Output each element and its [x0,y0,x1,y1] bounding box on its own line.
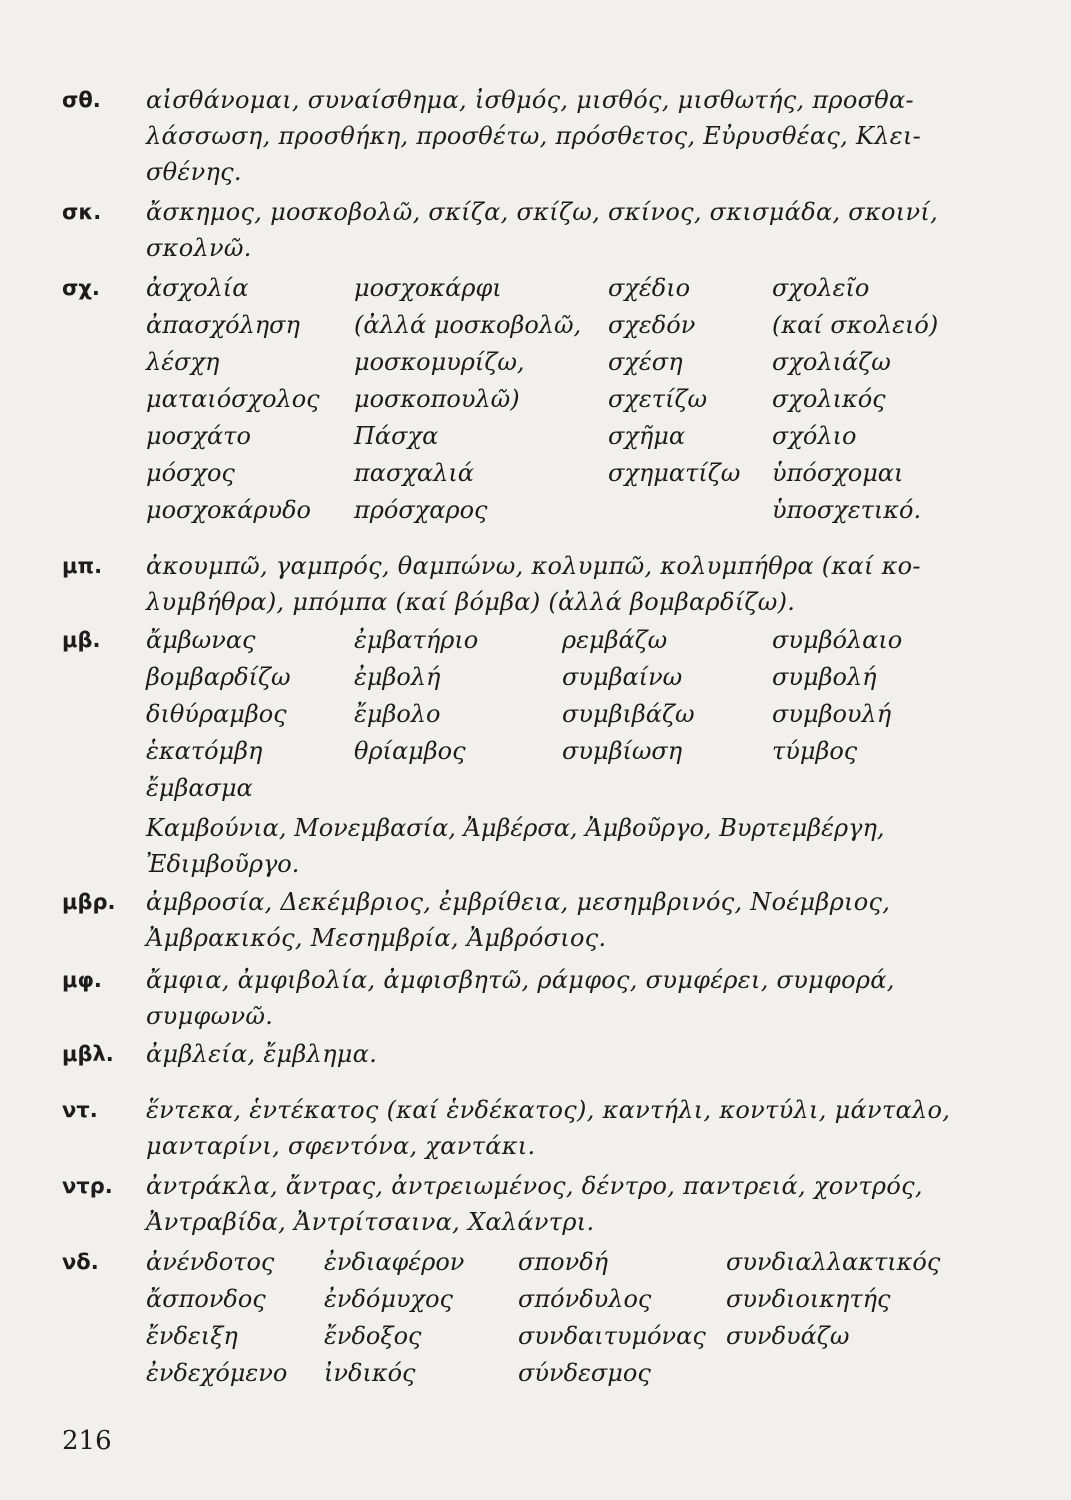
entry-key: σχ. [62,276,100,300]
entry-key: μβρ. [62,890,116,914]
entry-text [146,194,939,266]
text-line: Καμβούνια, Μονεμβασία, Ἀμβέρσα, Ἀμβοῦργο, Βυρτεμβέργη, [146,814,885,842]
word: βομβαρδίζω [146,663,291,691]
word: σχολεῖο [772,274,870,302]
word: ἀπασχόληση [146,311,300,339]
word: σχολιάζω [772,348,891,376]
word: ἀνένδοτος [146,1248,275,1276]
word: ὑπόσχομαι [772,459,904,487]
text-line: ἄμφια, ἀμφιβολία, ἀμφισβητῶ, ράμφος, συμφέρει, συμφορά, [146,966,895,994]
word: ρεμβάζω [562,626,668,654]
word: Πάσχα [354,422,439,450]
word: συνδιαλλακτικός [726,1248,941,1276]
entry-key: σθ. [62,88,101,112]
page-number: 216 [62,1426,112,1456]
word: ἄμβωνας [146,626,256,654]
word: ἐνδιαφέρον [324,1248,465,1276]
entry-text [146,1168,936,1240]
word: σύνδεσμος [518,1359,651,1387]
word: ἑκατόμβη [146,737,263,765]
word: σπονδή [518,1248,609,1276]
word: συνδαιτυμόνας [518,1322,706,1350]
word: συμβιβάζω [562,700,695,728]
word: ἐμβολή [354,663,441,691]
word: πρόσχαρος [354,496,488,524]
word: ματαιόσχολος [146,385,320,413]
word: ἔμβασμα [146,774,253,802]
word: συμβίωση [562,737,683,765]
word: τύμβος [772,737,858,765]
entry-key: μβ. [62,628,101,652]
entry-key: μβλ. [62,1042,114,1066]
word: μοσχοκάρφι [354,274,502,302]
word: σχεδόν [608,311,696,339]
text-line: ἕντεκα, ἑντέκατος (καί ἑνδέκατος), καντήλι, κοντύλι, μάνταλο, [146,1096,951,1124]
entry-text [146,884,936,956]
word: σχέση [608,348,683,376]
text-line: λάσσωση, προσθήκη, προσθέτω, πρόσθετος, Εὐρυσθέας, Κλει- [146,122,922,150]
text-line: Ἐδιμβοῦργο. [146,850,300,878]
word: σχόλιο [772,422,857,450]
word: συμβαίνω [562,663,683,691]
word: ἐμβατήριο [354,626,479,654]
entry-key: μφ. [62,968,102,992]
text-line: ἀμβλεία, ἔμβλημα. [146,1040,378,1068]
word: συνδυάζω [726,1322,850,1350]
word: μοσκομυρίζω, [354,348,525,376]
text-line: Ἀμβρακικός, Μεσημβρία, Ἀμβρόσιος. [146,924,607,952]
word: ἔνδειξη [146,1322,238,1350]
word: σχέδιο [608,274,691,302]
word: λέσχη [146,348,220,376]
entry-text [146,1092,951,1164]
text-line: μανταρίνι, σφεντόνα, χαντάκι. [146,1132,536,1160]
word: ἄσπονδος [146,1285,266,1313]
word: θρίαμβος [354,737,466,765]
word: ἀσχολία [146,274,249,302]
word: σχῆμα [608,422,686,450]
word: σπόνδυλος [518,1285,652,1313]
word: σχολικός [772,385,886,413]
text-line: ἀκουμπῶ, γαμπρός, θαμπώνω, κολυμπῶ, κολυμπήθρα (καί κο- [146,552,921,580]
word: πασχαλιά [354,459,474,487]
word: συμβουλή [772,700,892,728]
text-line: ἀμβροσία, Δεκέμβριος, ἐμβρίθεια, μεσημβρινός, Νοέμβριος, [146,888,891,916]
entry-key: ντρ. [62,1174,113,1198]
entry-key: ντ. [62,1098,98,1122]
text-line: Ἀντραβίδα, Ἀντρίτσαινα, Χαλάντρι. [146,1208,595,1236]
word: σχηματίζω [608,459,741,487]
word: μόσχος [146,459,235,487]
text-line: ἀντράκλα, ἄντρας, ἀντρειωμένος, δέντρο, παντρειά, χοντρός, [146,1172,923,1200]
text-line: αἰσθάνομαι, συναίσθημα, ἰσθμός, μισθός, μισθωτής, προσθα- [146,86,914,114]
word: ἐνδεχόμενο [146,1359,288,1387]
word: ἰνδικός [324,1359,416,1387]
word: συμβολή [772,663,877,691]
text-line: ἄσκημος, μοσκοβολῶ, σκίζα, σκίζω, σκίνος, σκισμάδα, σκοινί, [146,198,939,226]
entry-text [146,962,936,1034]
word: συμβόλαιο [772,626,903,654]
text-line: σθένης. [146,158,242,186]
word: (ἀλλά μοσκοβολῶ, [354,311,582,339]
word: μοσχάτο [146,422,251,450]
word: ὑποσχετικό. [772,496,922,524]
entry-key: νδ. [62,1250,99,1274]
word: διθύραμβος [146,700,287,728]
text-line: σκολνῶ. [146,234,252,262]
word: συνδιοικητής [726,1285,891,1313]
word: μοσκοπουλῶ) [354,385,520,413]
entry-text [146,1036,936,1072]
word: ἔμβολο [354,700,441,728]
text-line: συμφωνῶ. [146,1002,274,1030]
word: (καί σκολειό) [772,311,939,339]
word: ἔνδοξος [324,1322,422,1350]
word: ἐνδόμυχος [324,1285,453,1313]
text-line: λυμβήθρα), μπόμπα (καί βόμβα) (ἀλλά βομβαρδίζω). [146,588,796,616]
entry-text [146,82,936,190]
word: μοσχοκάρυδο [146,496,311,524]
word: σχετίζω [608,385,708,413]
entry-key: σκ. [62,200,102,224]
entry-text [146,548,936,620]
entry-key: μπ. [62,554,103,578]
